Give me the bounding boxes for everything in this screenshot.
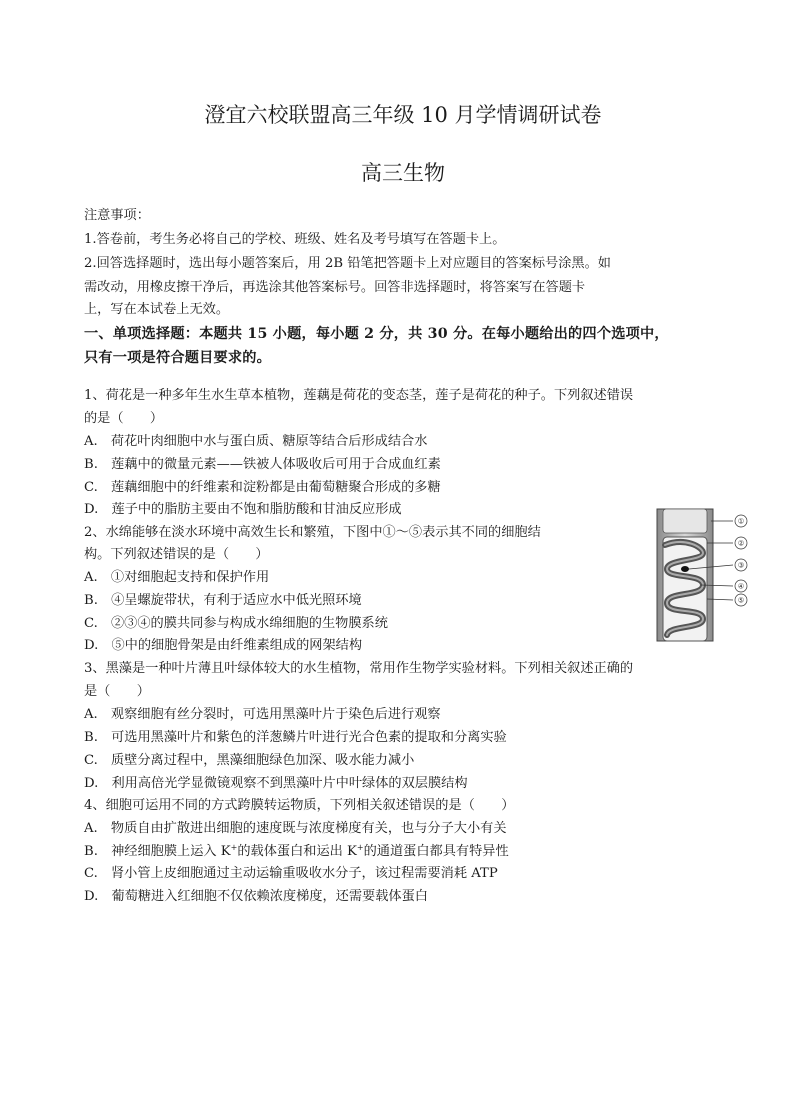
q1-option-a: A. 荷花叶肉细胞中水与蛋白质、糖原等结合后形成结合水 xyxy=(84,434,428,449)
q4-option-b-part-3: 的通道蛋白都具有特异性 xyxy=(363,844,509,859)
q1-option-b: B. 莲藕中的微量元素——铁被人体吸收后可用于合成血红素 xyxy=(84,457,441,472)
q2-option-b: B. ④呈螺旋带状，有利于适应水中低光照环境 xyxy=(84,593,362,608)
notice-item-2-line-1: 2.回答选择题时，选出每小题答案后，用 2B 铅笔把答题卡上对应题目的答案标号涂黑。如 xyxy=(84,256,611,271)
spirogyra-cell-figure xyxy=(655,507,755,643)
q2-option-d: D. ⑤中的细胞骨架是由纤维素组成的网架结构 xyxy=(84,638,363,653)
exam-title: 澄宜六校联盟高三年级 10 月学情调研试卷 xyxy=(204,103,602,127)
notice-item-2-line-2: 需改动，用橡皮擦干净后，再选涂其他答案标号。回答非选择题时，将答案写在答题卡 xyxy=(84,280,586,295)
nucleus-shape xyxy=(681,566,689,572)
q4-option-b-part-1: B. 神经细胞膜上运入 K xyxy=(84,844,231,859)
notice-item-1: 1.答卷前，考生务必将自己的学校、班级、姓名及考号填写在答题卡上。 xyxy=(84,232,506,247)
q4-option-a: A. 物质自由扩散进出细胞的速度既与浓度梯度有关，也与分子大小有关 xyxy=(84,821,507,836)
q4-option-d: D. 葡萄糖进入红细胞不仅依赖浓度梯度，还需要载体蛋白 xyxy=(84,889,428,904)
q3-stem-line-1: 3、黑藻是一种叶片薄且叶绿体较大的水生植物，常用作生物学实验材料。下列相关叙述正确的 xyxy=(84,661,634,676)
q2-option-c: C. ②③④的膜共同参与构成水绵细胞的生物膜系统 xyxy=(84,616,388,631)
q3-option-b: B. 可选用黑藻叶片和紫色的洋葱鳞片叶进行光合色素的提取和分离实验 xyxy=(84,730,507,745)
q3-option-d: D. 利用高倍光学显微镜观察不到黑藻叶片中叶绿体的双层膜结构 xyxy=(84,776,468,791)
q1-option-d: D. 莲子中的脂肪主要由不饱和脂肪酸和甘油反应形成 xyxy=(84,502,402,517)
notice-heading: 注意事项： xyxy=(84,208,150,223)
section-heading-line-2: 只有一项是符合题目要求的。 xyxy=(84,350,272,366)
figure-labels xyxy=(735,515,747,606)
notice-item-2-line-3: 上，写在本试卷上无效。 xyxy=(84,302,230,317)
q4-option-b xyxy=(84,844,509,860)
q3-option-c: C. 质壁分离过程中，黑藻细胞绿色加深、吸水能力减小 xyxy=(84,753,415,768)
q1-stem-line-1: 1、荷花是一种多年生水生草本植物，莲藕是荷花的变态茎，莲子是荷花的种子。下列叙述错误 xyxy=(84,388,634,403)
label-3: ③ xyxy=(737,561,745,570)
q2-option-a: A. ①对细胞起支持和保护作用 xyxy=(84,570,270,585)
upper-cell-shape xyxy=(663,509,707,533)
q2-stem-line-1: 2、水绵能够在淡水环境中高效生长和繁殖，下图中①～⑤表示其不同的细胞结 xyxy=(84,525,541,540)
q2-stem-line-2: 构。下列叙述错误的是（ ） xyxy=(84,547,269,562)
label-1: ① xyxy=(737,517,745,526)
q3-stem-line-2: 是（ ） xyxy=(84,684,150,699)
q1-option-c: C. 莲藕细胞中的纤维素和淀粉都是由葡萄糖聚合形成的多糖 xyxy=(84,480,441,495)
subject-title: 高三生物 xyxy=(361,161,445,185)
q3-option-a: A. 观察细胞有丝分裂时，可选用黑藻叶片于染色后进行观察 xyxy=(84,707,441,722)
q4-option-c: C. 肾小管上皮细胞通过主动运输重吸收水分子，该过程需要消耗 ATP xyxy=(84,866,498,881)
k-ion-charge-1: + xyxy=(230,843,238,852)
label-5: ⑤ xyxy=(737,596,745,605)
k-ion-charge-2: + xyxy=(356,843,364,852)
label-2: ② xyxy=(737,539,745,548)
section-heading-line-1: 一、单项选择题：本题共 15 小题，每小题 2 分，共 30 分。在每小题给出的四个选项中， xyxy=(84,326,669,342)
q1-stem-line-2: 的是（ ） xyxy=(84,411,164,426)
q4-option-b-part-2: 的载体蛋白和运出 K xyxy=(237,844,357,859)
label-4: ④ xyxy=(737,582,745,591)
q4-stem: 4、细胞可运用不同的方式跨膜转运物质，下列相关叙述错误的是（ ） xyxy=(84,798,515,813)
